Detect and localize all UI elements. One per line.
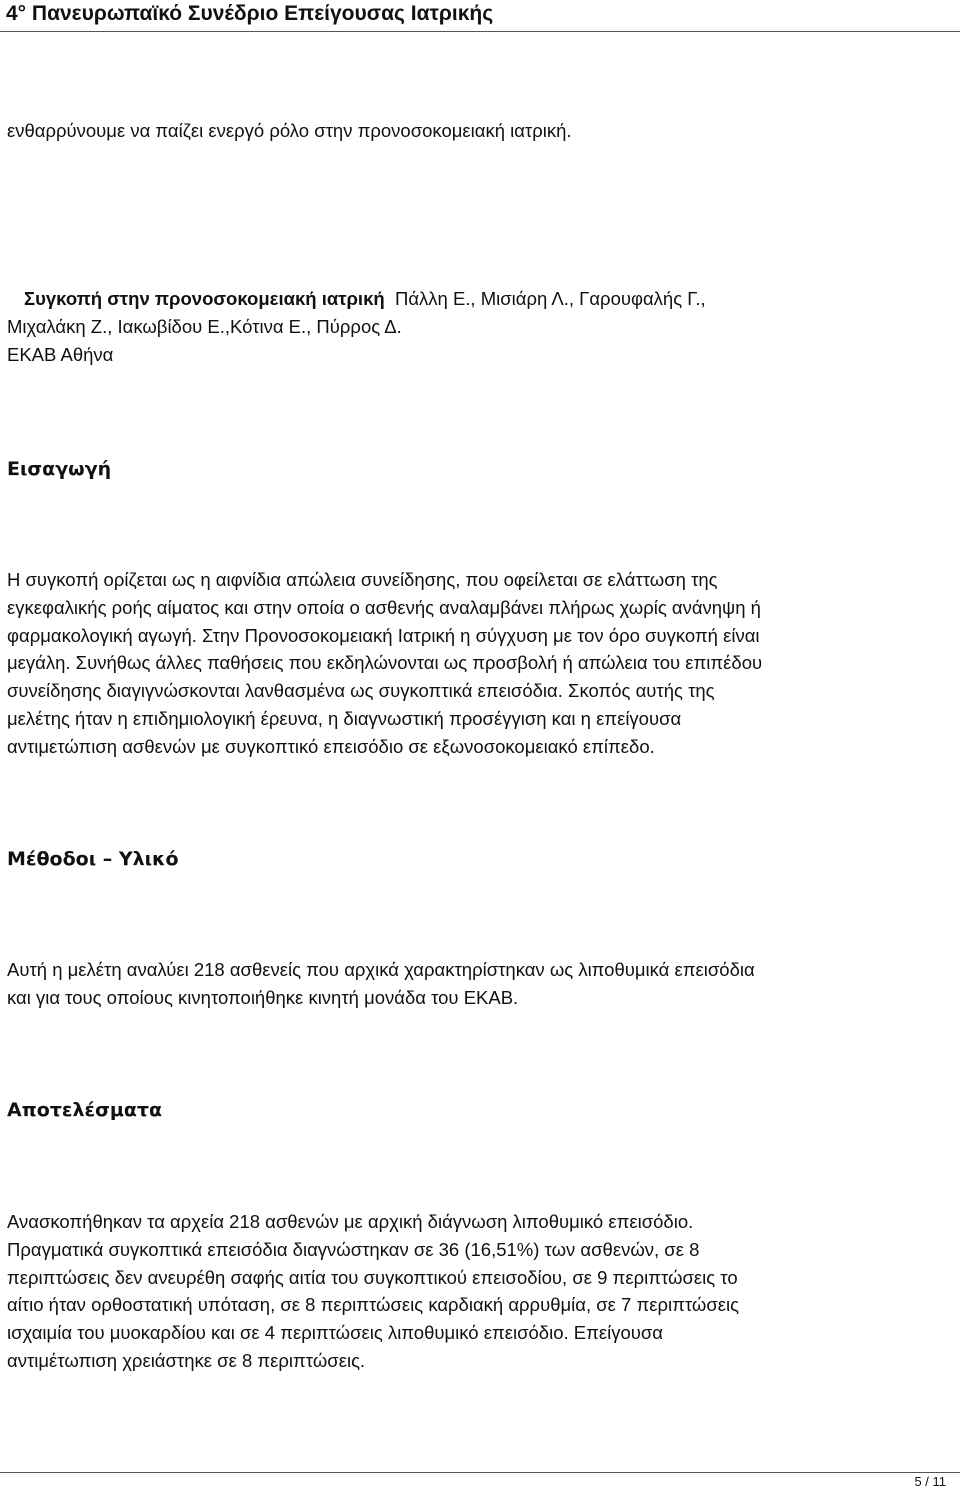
page-number: 5 / 11 bbox=[914, 1474, 946, 1489]
results-paragraph bbox=[7, 1208, 953, 1375]
article-authors-line2: Μιχαλάκη Ζ., Ιακωβίδου Ε.,Κότινα Ε., Πύρρος Δ. bbox=[7, 316, 402, 337]
article-title-line bbox=[24, 285, 706, 313]
paragraph-line: Η συγκοπή ορίζεται ως η αιφνίδια απώλεια συνείδησης, που οφείλεται σε ελάττωση της bbox=[7, 569, 718, 590]
document-header-title: 4° Πανευρωπαϊκό Συνέδριο Επείγουσας Ιατρικής bbox=[6, 2, 494, 25]
paragraph-line: ισχαιμία του μυοκαρδίου και σε 4 περιπτώσεις λιποθυμικό επεισόδιο. Επείγουσα bbox=[7, 1322, 664, 1344]
paragraph-line: Πραγματικά συγκοπτικά επεισόδια διαγνώστηκαν σε 36 (16,51%) των ασθενών, σε 8 bbox=[7, 1238, 700, 1260]
intro-line: ενθαρρύνουμε να παίζει ενεργό ρόλο στην προνοσοκομειακή ιατρική. bbox=[7, 120, 572, 141]
paragraph-line: Αυτή η μελέτη αναλύει 218 ασθενείς που αρχικά χαρακτηρίστηκαν ως λιποθυμικά επεισόδια bbox=[7, 959, 755, 980]
paragraph-line: Ανασκοπήθηκαν τα αρχεία 218 ασθενών με αρχική διάγνωση λιποθυμικό επεισόδιο. bbox=[7, 1211, 694, 1232]
paragraph-line: αντιμέτωπιση χρειάστηκε σε 8 περιπτώσεις. bbox=[7, 1349, 366, 1371]
paragraph-line: φαρμακολογική αγωγή. Στην Προνοσοκομειακή Ιατρική η σύγχυση με τον όρο συγκοπή είναι bbox=[7, 624, 760, 646]
paragraph-line: συνείδησης διαγιγνώσκονται λανθασμένα ως συγκοπτικά επεισόδια. Σκοπός αυτής της bbox=[7, 680, 715, 702]
section-heading-introduction: Εισαγωγή bbox=[7, 458, 112, 480]
paragraph-line: αντιμετώπιση ασθενών με συγκοπτικό επεισόδιο σε εξωνοσοκομειακό επίπεδο. bbox=[7, 735, 655, 757]
paragraph-line: περιπτώσεις δεν ανευρέθη σαφής αιτία του συγκοπτικού επεισοδίου, σε 9 περιπτώσεις το bbox=[7, 1266, 738, 1288]
paragraph-line: και για τους οποίους κινητοποιήθηκε κινητή μονάδα του ΕΚΑΒ. bbox=[7, 986, 519, 1008]
section-heading-results: Αποτελέσματα bbox=[7, 1099, 163, 1121]
methods-paragraph bbox=[7, 956, 953, 1012]
article-title: Συγκοπή στην προνοσοκομειακή ιατρική bbox=[24, 288, 385, 309]
introduction-paragraph bbox=[7, 566, 953, 761]
section-heading-methods: Μέθοδοι – Υλικό bbox=[7, 848, 179, 870]
paragraph-line: εγκεφαλικής ροής αίματος και στην οποία ο ασθενής αναλαμβάνει πλήρως χωρίς ανάνηψη ή bbox=[7, 596, 761, 618]
paragraph-line: αίτιο ήταν ορθοστατική υπόταση, σε 8 περιπτώσεις καρδιακή αρρυθμία, σε 7 περιπτώσεις bbox=[7, 1294, 740, 1316]
paragraph-line: μελέτης ήταν η επιδημιολογική έρευνα, η διαγνωστική προσέγγιση και η επείγουσα bbox=[7, 707, 682, 729]
footer-divider bbox=[0, 1472, 960, 1473]
article-affiliation: ΕΚΑΒ Αθήνα bbox=[7, 344, 114, 365]
header-divider bbox=[0, 31, 960, 32]
article-authors-line1: Πάλλη Ε., Μισιάρη Λ., Γαρουφαλής Γ., bbox=[394, 288, 706, 309]
paragraph-line: μεγάλη. Συνήθως άλλες παθήσεις που εκδηλώνονται ως προσβολή ή απώλεια του επιπέδου bbox=[7, 652, 763, 674]
